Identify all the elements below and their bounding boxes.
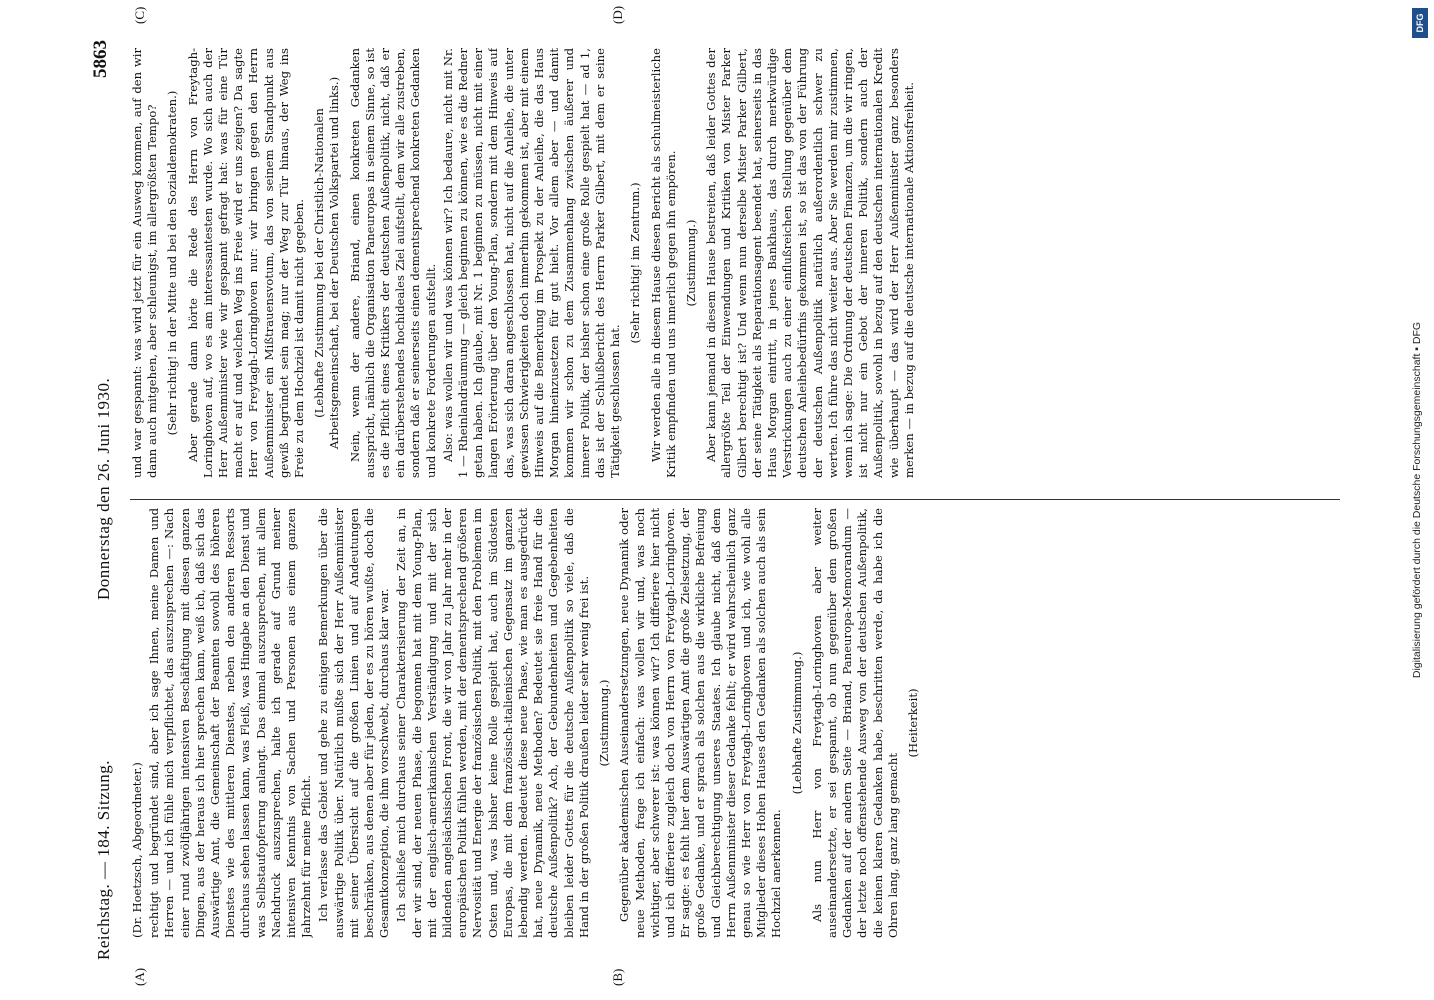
interjection: (Zustimmung.) xyxy=(597,679,612,767)
page-header xyxy=(88,40,122,960)
interjection: (Zustimmung.) xyxy=(683,219,698,307)
document-page xyxy=(88,5,1348,986)
paragraph: Wir werden alle in diesem Hause diesen Bericht als schulmeisterliche Kritik empfinden und uns innerlich gegen ihn empören. xyxy=(648,48,678,478)
paragraph: Also: was wollen wir und was können wir? Ich bedaure, nicht mit Nr. 1 — Rheinlandräumung — gleich beginnen zu können, wie es die Redner getan haben. Ich glaube, mit Nr. 1 beginnen zu müssen, nicht mit einer langen Erörterung über den Young-Plan, sondern mit dem Hinweis auf das, was sich daran angeschlossen hat, nicht auf die Anleihe, die unter gewissen Schwierigkeiten doch immerhin gekommen ist, aber mit einem Hinweis auf die Bemerkung im Prospekt zu der Anleihe, die das Haus Morgan hineinzusetzen für gut hielt. Vor allem aber — und damit kommen wir schon zu dem Zusammenhang zwischen äußerer und innerer Politik, der bisher schon eine große Rolle gespielt hat — ad 1, das ist der Schlußbericht des Herrn Parker Gilbert, mit dem er seine Tätigkeit geschlossen hat. xyxy=(440,48,623,478)
paragraph: und war gespannt: was wird jetzt für ein Ausweg kommen, auf den wir dann auch mitgehen, aber schleunigst, im allergrößten Tempo? xyxy=(130,48,160,478)
interjection: (Lebhafte Zustimmung.) xyxy=(789,651,804,795)
margin-letter-b: (B) xyxy=(610,968,625,986)
header-session: Reichstag. — 184. Sitzung. xyxy=(94,760,113,960)
paragraph: Aber gerade dann hörte die Rede des Herrn von Freytagh-Loringhoven auf, wo es am interessantesten wurde. Wo sich auch der Herr Außenminister wie wir gespannt gefragt hat: was für eine Tür macht er auf und welchen Weg ins Freie wird er uns zeigen? Da sagte Herr von Freytagh-Loringhoven nur: wir bringen gegen den Herrn Außenminister ein Mißtrauensvotum, das von seinem Standpunkt aus gewiß begründet sein mag; nur der Weg zur Tür hinaus, der Weg ins Freie zu dem Hochziel ist damit nicht gegeben. xyxy=(185,48,307,478)
paragraph: Aber kann jemand in diesem Hause bestreiten, daß leider Gottes der allergrößte Teil der Einwendungen und Kritiken von Mister Parker Gilbert berechtigt ist? Und wenn nun derselbe Mister Parker Gilbert, der seine Tätigkeit als Reparationsagent beendet hat, seinerseits in das Haus Morgan eintritt, in jenes Bankhaus, das durch merkwürdige Verstrickungen auch zu einer einflußreichen Stellung gegenüber dem deutschen Anleihebedürfnis gekommen ist, so ist das von der Führung der deutschen Außenpolitik natürlich außerordentlich schwer zu werten. Ich führe das nicht weiter aus. Aber Sie werden mir zustimmen, wenn ich sage: Die Ordnung der deutschen Finanzen, um die wir ringen, ist nicht nur ein Gebot der inneren Politik, sondern auch der Außenpolitik, sowohl in bezug auf den deutschen internationalen Kredit wie überhaupt — das wird der Herr Außenminister ganz besonders merken — in bezug auf die deutsche internationale Aktionsfreiheit. xyxy=(704,48,916,478)
paragraph: Ich schließe mich durchaus seiner Charakterisierung der Zeit an, in der wir sind, der neuen Phase, die begonnen hat mit dem Young-Plan, mit der englisch-amerikanischen Verständigung und mit der sich bildenden angelsächsischen Front, die wir von Jahr zu Jahr mehr in der europäischen Politik fühlen werden, mit der dementsprechend größeren Nervosität und Energie der französischen Politik, mit den Problemen im Osten und, was bisher keine Rolle gespielt hat, auch im Südosten Europas, die mit dem französisch-italienischen Gegensatz im ganzen lebendig werden. Bedeutet diese neue Phase, wie man es ausgedrückt hat, neue Dynamik, neue Methoden? Bedeutet sie freie Hand für die deutsche Außenpolitik? Ach, der Gebundenheiten und Gegebenheiten bleiben leider Gottes für die deutsche Außenpolitik so viele, daß die Hand in der großen Politik draußen leider sehr wenig frei ist. xyxy=(394,508,591,938)
interjection: (Heiterkeit) xyxy=(905,688,920,758)
column-divider xyxy=(130,499,1340,500)
digitization-credit-text: Digitalisierung gefördert durch die Deutsche Forschungsgemeinschaft ▪ DFG xyxy=(1411,321,1423,679)
paragraph: Ich verlasse das Gebiet und gehe zu einigen Bemerkungen über die auswärtige Politik über. Natürlich mußte sich der Herr Außenminister mit seiner Übersicht auf die großen Linien und auf Andeutungen beschränken, aus denen aber für jeden, der es zu hören wußte, doch die Gesamtkonzeption, die ihm vorschwebt, durchaus klar war. xyxy=(316,508,392,938)
right-column xyxy=(130,48,1340,478)
paragraph: Nein, wenn der andere, Briand, einen konkreten Gedanken ausspricht, nämlich die Organisation Paneuropas in seinem Sinne, so ist es die Pflicht eines Kritikers der deutschen Außenpolitik, nicht, daß er ein darüberstehendes hochideales Ziel aufstellt, dem wir alle zustreben, sondern daß er seinerseits einen dementsprechend konkreten Gedanken und konkrete Forderungen aufstellt. xyxy=(347,48,438,478)
speaker-line: (Dr. Hoetzsch, Abgeordneter.) xyxy=(130,762,144,938)
margin-letter-d: (D) xyxy=(610,5,625,24)
dfg-logo-text: DFG xyxy=(1415,13,1425,33)
margin-letter-a: (A) xyxy=(132,967,147,986)
interjection: (Sehr richtig! in der Mitte und bei den Sozialdemokraten.) xyxy=(165,90,180,436)
interjection: (Sehr richtig! im Zentrum.) xyxy=(628,182,643,344)
dfg-logo xyxy=(1412,8,1428,38)
digitization-credit xyxy=(1406,0,1428,1000)
paragraph: Als nun Herr von Freytagh-Loringhoven aber weiter auseinandersetzte, er sei gespannt, ob nun gegenüber dem großen Gedanken auf der andern Seite — Briand, Paneuropa-Memorandum — der letzte noch offenstehende Ausweg von der deutschen Außenpolitik, die keinen klaren Gedanken habe, beschritten werde, da habe ich die Ohren lang, ganz lang gemacht xyxy=(809,508,900,938)
header-date: Donnerstag den 26. Juni 1930. xyxy=(94,377,113,600)
interjection: (Lebhafte Zustimmung bei der Christlich-Nationalen Arbeitsgemeinschaft, bei der Deutschen Volkspartei und links.) xyxy=(312,76,342,450)
paragraph: Gegenüber akademischen Auseinandersetzungen, neue Dynamik oder neue Methoden, frage ich einfach: was wollen wir und, was noch wichtiger, aber schwerer ist: was können wir? Ich differiere hier nicht und ich differiere zugleich doch von Herrn von Freytagh-Loringhoven. Er sagte: es fehlt hier dem Auswärtigen Amt die große Zielsetzung, der große Gedanke, und er sprach als solchen aus die wirkliche Befreiung und Gleichberechtigung unseres Staates. Ich glaube nicht, daß dem Herrn Außenminister dieser Gedanke fehlt; er wird wahrscheinlich ganz genau so wie Herr von Freytagh-Loringhoven und ich, wie wohl alle Mitglieder dieses Hohen Hauses den Gedanken als solchen auch als sein Hochziel anerkennen. xyxy=(617,508,784,938)
page-number: 5863 xyxy=(90,40,111,78)
margin-letter-c: (C) xyxy=(132,6,147,24)
paragraph: rechtigt und begründet sind, aber ich sage Ihnen, meine Damen und Herren — und ich fühle mich verpflichtet, das auszusprechen —: Nach einer rund zwölfjährigen intensiven Beschäftigung mit diesen ganzen Dingen, aus der heraus ich hier sprechen kann, weiß ich, daß sich das Auswärtige Amt, die Gemeinschaft der Beamten sowohl des höheren Dienstes wie des mittleren Dienstes, neben den anderen Ressorts durchaus sehen lassen kann, was Fleiß, was Hingabe an den Dienst und was Selbstaufopferung anlangt. Das einmal auszusprechen, mit allem Nachdruck auszusprechen, halte ich gerade auf Grund meiner intensiven Kenntnis von Sachen und Personen aus einem ganzen Jahrzehnt für meine Pflicht. xyxy=(147,508,314,938)
left-column xyxy=(130,508,1340,938)
